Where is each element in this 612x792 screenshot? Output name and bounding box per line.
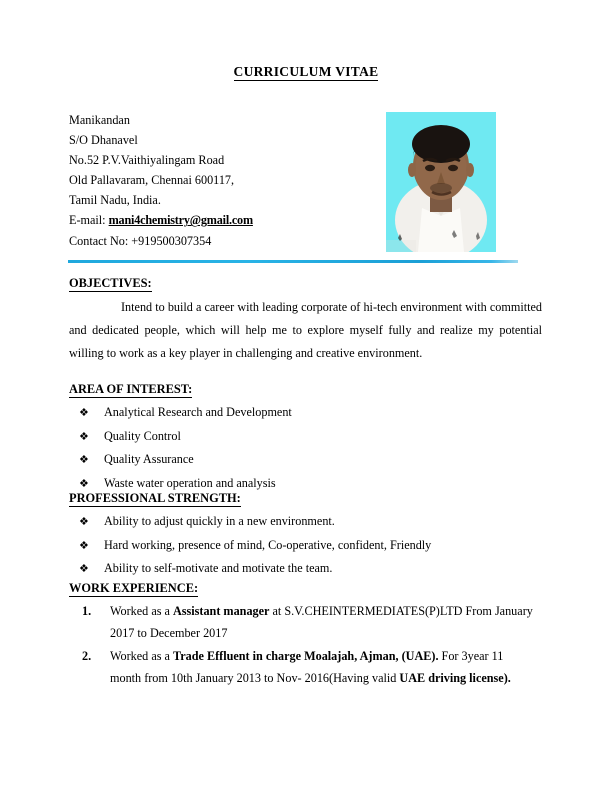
list-item-label (110, 645, 537, 690)
list-item-marker: 1. (82, 604, 92, 618)
list-item-label: Hard working, presence of mind, Co-operative, confident, Friendly (104, 537, 432, 552)
contact-state: Tamil Nadu, India. (69, 193, 161, 208)
list-item-label: Analytical Research and Development (104, 405, 292, 419)
work-text-part-2: For 3year 11 month from 10th January 2013 to Nov- 2016(Having valid (110, 648, 504, 686)
photo-image (386, 112, 496, 252)
diamond-bullet-icon: ❖ (79, 407, 89, 419)
diamond-bullet-icon: ❖ (79, 454, 89, 467)
list-item (79, 510, 431, 534)
list-item (79, 448, 292, 472)
work-text-bold-1: Trade Effluent in charge Moalajah, Ajman, (UAE). (172, 648, 439, 663)
diamond-bullet-icon: ❖ (79, 563, 89, 576)
section-heading-objectives (69, 276, 152, 291)
section-heading-professional-strength-text: PROFESSIONAL STRENGTH: (69, 491, 241, 505)
section-heading-work-experience (69, 581, 198, 596)
section-heading-work-experience-text: WORK EXPERIENCE: (69, 581, 199, 595)
email-label: E-mail: (69, 213, 109, 228)
list-item-marker: 2. (82, 648, 92, 663)
area-of-interest-list (79, 401, 292, 495)
list-item (82, 600, 537, 645)
section-heading-objectives-text: OBJECTIVES: (69, 276, 152, 290)
list-item-label: Ability to adjust quickly in a new environment. (104, 514, 335, 528)
diamond-bullet-icon: ❖ (79, 430, 89, 443)
contact-email-row (69, 210, 369, 230)
diamond-bullet-icon: ❖ (79, 477, 89, 490)
phone-value: +919500307354 (131, 233, 212, 248)
work-text-part-1: Worked as a (110, 604, 173, 618)
email-link[interactable]: mani4chemistry@gmail.com (108, 213, 253, 228)
list-item (79, 425, 292, 449)
list-item-label: Waste water operation and analysis (104, 475, 276, 490)
work-experience-list (82, 600, 537, 690)
list-item-label (110, 600, 537, 645)
page-title-text: CURRICULUM VITAE (233, 64, 379, 79)
work-text-part-1: Worked as a (110, 648, 173, 663)
diamond-bullet-icon: ❖ (79, 539, 89, 552)
objectives-body: Intend to build a career with leading corporate of hi-tech environment with committed and dedicated people, which will help me to explore myself fully and realize my potential willing to work as a key player in challenging and creative environment. (69, 300, 542, 360)
section-heading-area-of-interest (69, 382, 192, 397)
work-text-bold-1: Assistant manager (172, 604, 270, 618)
contact-street: No.52 P.V.Vaithiyalingam Road (69, 153, 225, 168)
professional-strength-list (79, 510, 431, 581)
list-item (79, 401, 292, 425)
contact-block (69, 110, 369, 251)
section-heading-area-of-interest-text: AREA OF INTEREST: (69, 382, 193, 396)
list-item-label: Ability to self-motivate and motivate the team. (104, 561, 333, 576)
work-text-bold-2: UAE driving license). (399, 671, 511, 686)
phone-label: Contact No: (69, 233, 132, 248)
list-item (79, 534, 431, 558)
candidate-photo (386, 112, 496, 252)
list-item (82, 645, 537, 690)
section-heading-professional-strength (69, 491, 241, 506)
diamond-bullet-icon: ❖ (79, 516, 89, 528)
contact-phone-row (69, 231, 369, 251)
list-item-label: Quality Assurance (104, 452, 194, 467)
contact-father-name: S/O Dhanavel (69, 133, 138, 148)
list-item (79, 557, 431, 581)
list-item-label: Quality Control (104, 428, 181, 443)
contact-city: Old Pallavaram, Chennai 600117, (69, 173, 235, 188)
contact-name: Manikandan (69, 113, 130, 127)
page-title (0, 64, 612, 80)
header-divider (68, 260, 518, 263)
work-text-part-2: at S.V.CHEINTERMEDIATES(P)LTD From January 2017 to December 2017 (110, 604, 533, 641)
